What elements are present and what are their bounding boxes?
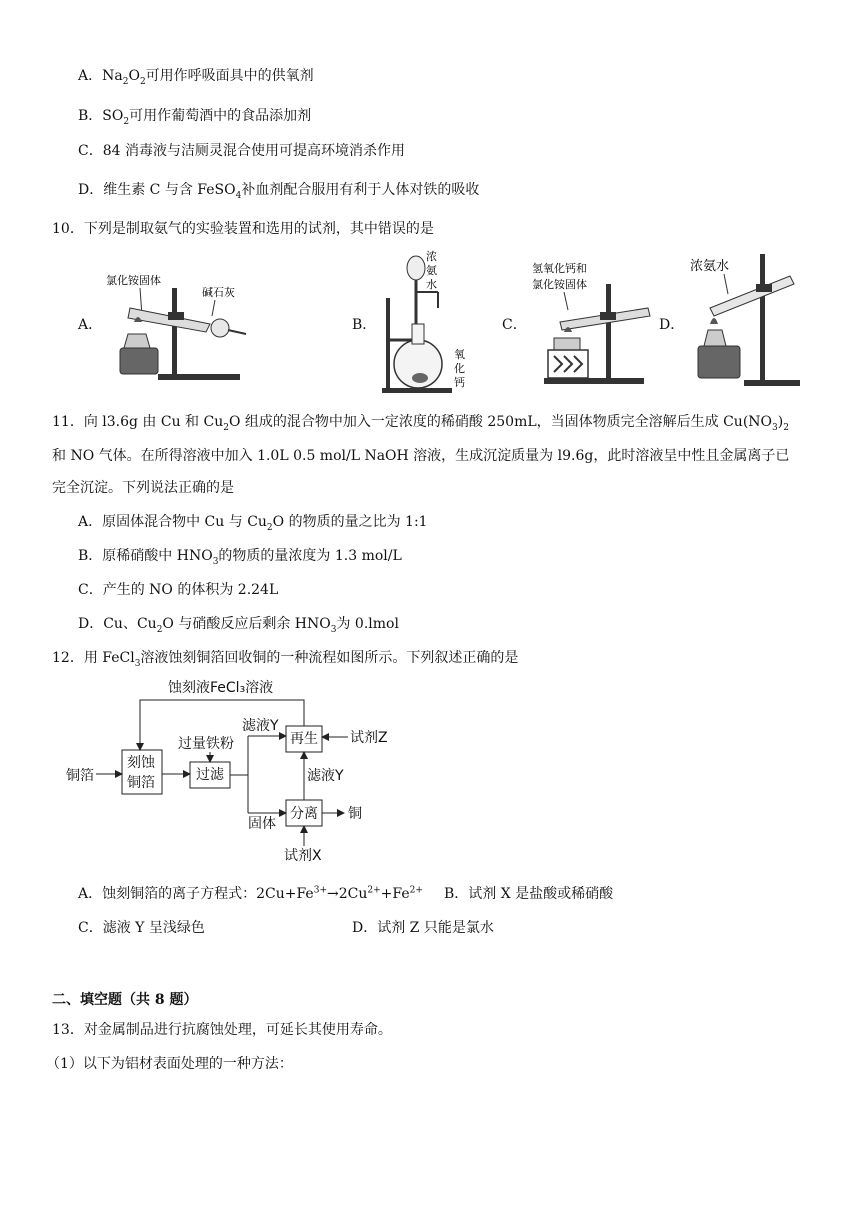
q10-apparatus-b: [378, 248, 478, 396]
q9-option-b: B．$SO_2$可用作葡萄酒中的食品添加剂: [78, 108, 312, 127]
q11-option-a: A．原固体混合物中 Cu 与 $Cu_2O$ 的物质的量之比为 1:1: [78, 514, 428, 533]
q10-stem: 10．下列是制取氨气的实验装置和选用的试剂，其中错误的是: [52, 221, 434, 237]
reagent-label-top-1: 浓: [426, 250, 437, 263]
flow-copper: 铜: [348, 806, 362, 822]
q9-option-c: C．84 消毒液与洁厕灵混合使用可提高环境消杀作用: [78, 143, 405, 159]
flow-reagent-x: 试剂X: [284, 848, 322, 864]
q11-stem-line3: 完全沉淀。下列说法正确的是: [52, 480, 234, 496]
q10-apparatus-a: [100, 258, 250, 384]
flow-top-label: 蚀刻液FeCl₃溶液: [168, 680, 274, 696]
flow-filter: 过滤: [196, 767, 224, 783]
q12-stem: 12．用 FeCl$_3$溶液蚀刻铜箔回收铜的一种流程如图所示。下列叙述正确的是: [52, 650, 519, 669]
reagent-label: 浓氨水: [690, 259, 730, 274]
flow-solid: 固体: [248, 816, 276, 832]
q12-flowchart: [60, 676, 400, 868]
q9-option-a: A．$Na_2O_2$可用作呼吸面具中的供氧剂: [78, 68, 314, 87]
q12-option-a: A．蚀刻铜箔的离子方程式：$2Cu+Fe^{3+}\to 2Cu^{2+}+Fe^{2+}$: [78, 885, 423, 902]
reagent-label-side-1: 氧: [454, 348, 465, 361]
reagent-label-side-3: 钙: [454, 376, 465, 389]
flow-reagent-z: 试剂Z: [350, 730, 388, 746]
q13-subquestion-1: （1）以下为铝材表面处理的一种方法：: [46, 1056, 293, 1072]
section-title: 二、填空题（共 8 题）: [52, 992, 198, 1008]
q13-stem: 13．对金属制品进行抗腐蚀处理，可延长其使用寿命。: [52, 1022, 392, 1038]
flow-separate: 分离: [290, 806, 318, 822]
q9-option-d: D．维生素 C 与含 FeSO$_4$补血剂配合服用有利于人体对铁的吸收: [78, 182, 480, 201]
q12-option-b: B．试剂 X 是盐酸或稀硝酸: [444, 886, 614, 902]
flow-filtrate-y-mid: 滤液Y: [307, 768, 344, 784]
flow-regenerate: 再生: [290, 731, 318, 747]
q11-option-d: D．Cu、$Cu_2O$ 与硝酸反应后剩余 $HNO_3$为 0.lmol: [78, 616, 399, 635]
q10-apparatus-d: [684, 250, 804, 390]
q10-apparatus-c: [524, 258, 658, 386]
reagent-label-top-3: 水: [426, 278, 437, 291]
q10-label-d: D．: [659, 317, 685, 333]
flow-input-copper-foil: 铜箔: [66, 768, 94, 784]
q10-label-a: A．: [78, 317, 103, 333]
reagent-label-2: 碱石灰: [202, 286, 235, 299]
reagent-label-top-2: 氨: [426, 264, 437, 277]
q12-option-c: C．滤液 Y 呈浅绿色: [78, 920, 205, 936]
flow-iron-powder: 过量铁粉: [178, 736, 234, 752]
q11-stem-line2: 和 NO 气体。在所得溶液中加入 1.0L 0.5 mol/L NaOH 溶液，生成沉淀质量为 l9.6g，此时溶液呈中性且金属离子已: [52, 448, 790, 464]
reagent-label-2: 氯化铵固体: [532, 278, 587, 291]
q10-label-c: C．: [502, 317, 527, 333]
q12-option-d: D．试剂 Z 只能是氯水: [352, 920, 494, 936]
q11-option-b: B．原稀硝酸中 $HNO_3$的物质的量浓度为 1.3 mol/L: [78, 548, 402, 567]
flow-etch-line2: 铜箔: [127, 775, 155, 791]
reagent-label-side-2: 化: [454, 362, 465, 375]
flow-filtrate-y-top: 滤液Y: [242, 718, 279, 734]
flow-etch-line1: 刻蚀: [127, 755, 155, 771]
q11-stem-line1: 11．向 l3.6g 由 Cu 和 $Cu_2O$ 组成的混合物中加入一定浓度的稀硝酸 250mL，当固体物质完全溶解后生成 $Cu(NO_3)_2$: [52, 414, 789, 433]
q10-label-b: B．: [352, 317, 377, 333]
reagent-label-1: 氯化铵固体: [106, 274, 161, 287]
q11-option-c: C．产生的 NO 的体积为 2.24L: [78, 582, 279, 598]
reagent-label-1: 氢氧化钙和: [532, 262, 587, 275]
